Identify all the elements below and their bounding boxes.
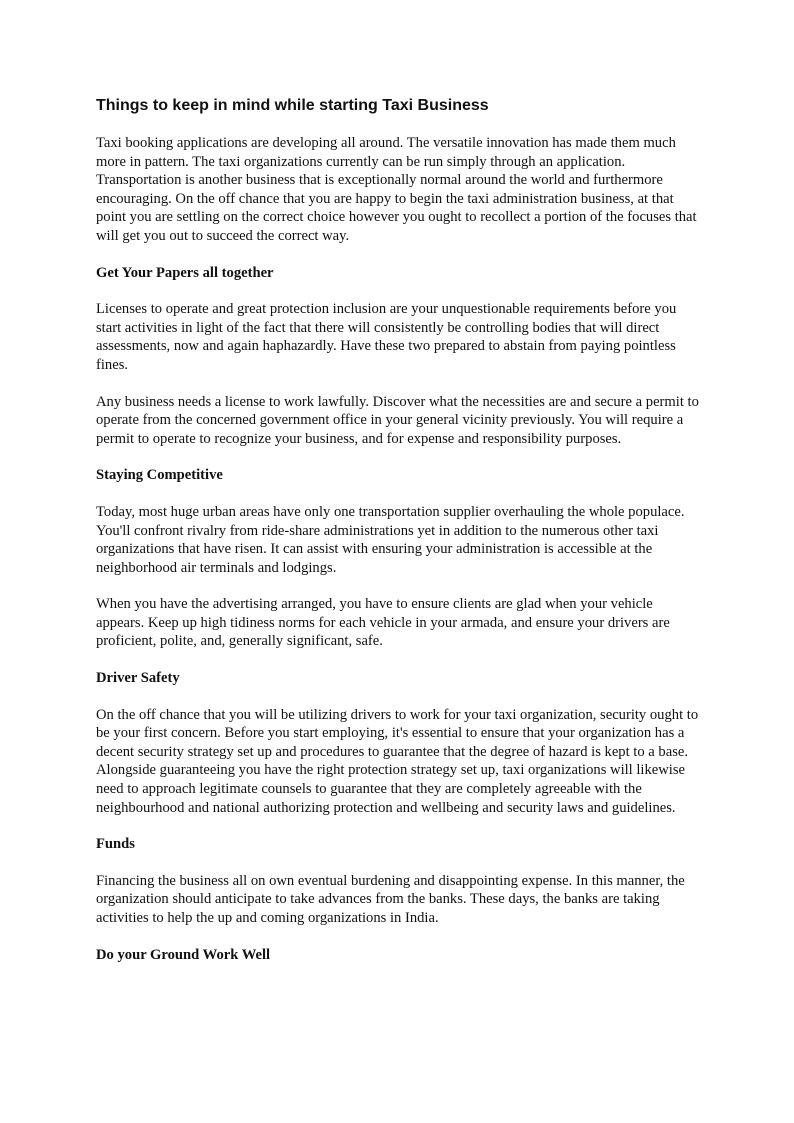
section-heading-funds: Funds — [96, 836, 135, 853]
section-heading-ground-work: Do your Ground Work Well — [96, 946, 271, 963]
papers-paragraph-2: Any business needs a license to work lawfully. Discover what the necessities are and secure a permit to operate from the concerned government office in your general vicinity previously. You will require a permit to operate to recognize your business, and for expense and responsibility purposes. — [96, 393, 699, 447]
document-title: Things to keep in mind while starting Taxi Business — [96, 97, 489, 114]
funds-paragraph: Financing the business all on own eventual burdening and disappointing expense. In this manner, the organization should anticipate to take advances from the banks. These days, the banks are taking activities to help the up and coming organizations in India. — [96, 872, 685, 926]
document-body — [96, 96, 700, 982]
intro-paragraph: Taxi booking applications are developing all around. The versatile innovation has made them much more in pattern. The taxi organizations currently can be run simply through an application. Transportation is another business that is exceptionally normal around the world and furthermore encouraging. On the off chance that you are happy to begin the taxi administration business, at that point you are settling on the correct choice however you ought to recollect a portion of the focuses that will get you out to succeed the correct way. — [96, 135, 697, 244]
driver-safety-paragraph: On the off chance that you will be utilizing drivers to work for your taxi organization, security ought to be your first concern. Before you start employing, it's essential to ensure that your organization has a decent security strategy set up and procedures to guarantee that the degree of hazard is kept to a base. Alongside guaranteeing you have the right protection strategy set up, taxi organizations will likewise need to approach legitimate counsels to guarantee that they are completely agreeable with the neighbourhood and national authorizing protection and wellbeing and security laws and guidelines. — [96, 706, 699, 816]
competitive-paragraph-2: When you have the advertising arranged, you have to ensure clients are glad when your vehicle appears. Keep up high tidiness norms for each vehicle in your armada, and ensure your drivers are proficient, polite, and, generally significant, safe. — [96, 596, 670, 650]
competitive-paragraph-1: Today, most huge urban areas have only one transportation supplier overhauling the whole populace. You'll confront rivalry from ride-share administrations yet in addition to the numerous other taxi organizations that have risen. It can assist with ensuring your administration is accessible at the neighborhood air terminals and lodgings. — [96, 503, 685, 576]
papers-paragraph-1: Licenses to operate and great protection inclusion are your unquestionable requirements before you start activities in light of the fact that there will consistently be controlling bodies that will direct assessments, now and again haphazardly. Have these two prepared to abstain from paying pointless fines. — [96, 301, 677, 373]
section-heading-papers: Get Your Papers all together — [96, 264, 274, 281]
section-heading-driver-safety: Driver Safety — [96, 670, 180, 687]
section-heading-competitive: Staying Competitive — [96, 467, 223, 484]
